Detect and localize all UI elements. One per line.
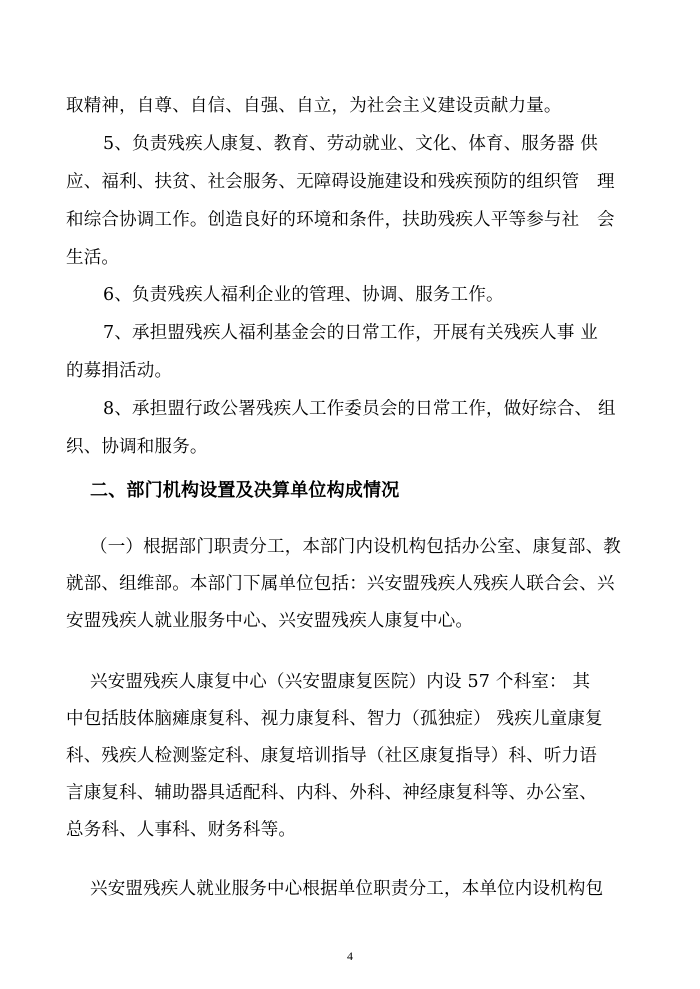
text-line: 言康复科、辅助器具适配科、内科、外科、神经康复科等、办公室、 [66, 783, 597, 803]
text-line: 安盟残疾人就业服务中心、兴安盟残疾人康复中心。 [66, 611, 474, 631]
text-line: 织、协调和服务。 [66, 437, 208, 457]
text-line: 生活。 [66, 248, 120, 268]
text-line: 8、承担盟行政公署残疾人工作委员会的日常工作，做好综合、 组 [103, 399, 616, 419]
text-line: 兴安盟残疾人就业服务中心根据单位职责分工，本单位内设机构包 [90, 879, 604, 899]
text-line: 的募捐活动。 [66, 361, 173, 381]
text-line: 5、负责残疾人康复、教育、劳动就业、文化、体育、服务器 供 [103, 134, 598, 154]
text-line: 取精神，自尊、自信、自强、自立，为社会主义建设贡献力量。 [66, 96, 562, 116]
page-number: 4 [347, 949, 353, 963]
text-line: 7、承担盟残疾人福利基金会的日常工作，开展有关残疾人事 业 [103, 323, 598, 343]
text-line: 科、残疾人检测鉴定科、康复培训指导（社区康复指导）科、听力语 [66, 746, 597, 766]
text-line: 就部、组维部。本部门下属单位包括：兴安盟残疾人残疾人联合会、兴 [66, 574, 615, 594]
text-line: 兴安盟残疾人康复中心（兴安盟康复医院）内设 57 个科室： 其 [90, 672, 591, 692]
text-line: 6、负责残疾人福利企业的管理、协调、服务工作。 [103, 285, 504, 305]
text-line: 应、福利、扶贫、社会服务、无障碍设施建设和残疾预防的组织管 理 [66, 172, 615, 192]
text-line: 和综合协调工作。创造良好的环境和条件，扶助残疾人平等参与社 会 [66, 210, 615, 230]
text-line: 总务科、人事科、财务科等。 [66, 820, 297, 840]
text-line: （一）根据部门职责分工，本部门内设机构包括办公室、康复部、教 [90, 537, 621, 557]
text-line: 中包括肢体脑瘫康复科、视力康复科、智力（孤独症） 残疾儿童康复 [66, 709, 603, 729]
section-heading: 二、部门机构设置及决算单位构成情况 [90, 480, 400, 501]
